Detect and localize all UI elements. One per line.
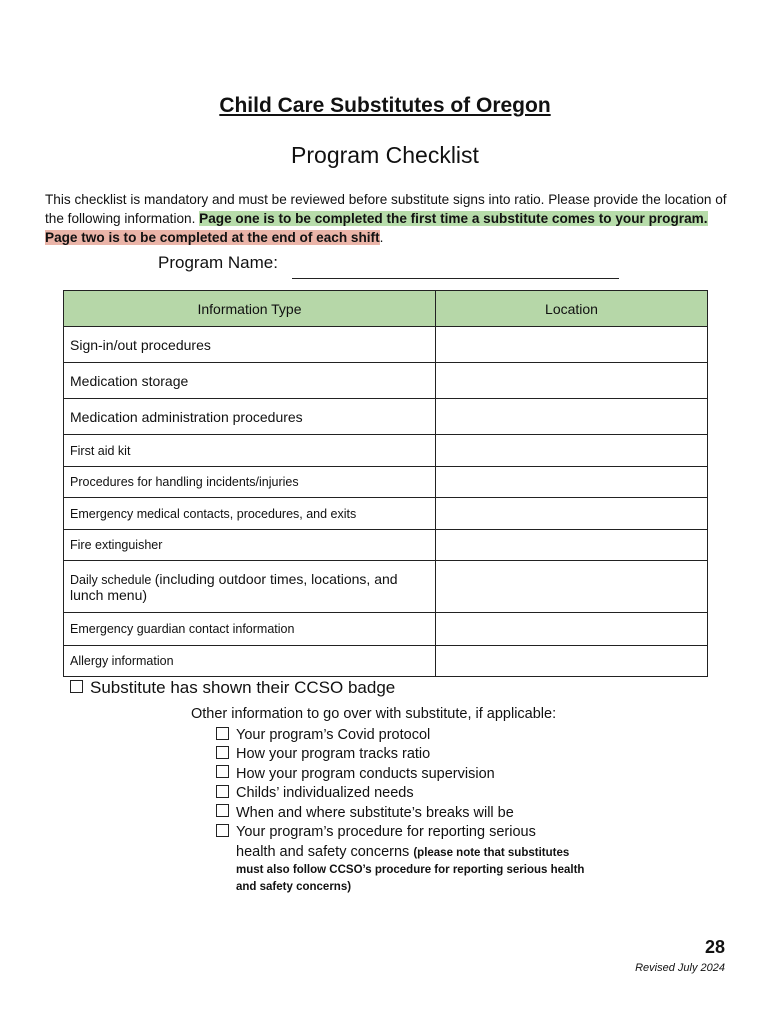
continuation-note: (please note that substitutes must also follow CCSO’s procedure for reporting serious health and safety concerns) <box>236 847 585 893</box>
table-row <box>64 327 708 363</box>
row-location[interactable] <box>436 327 708 363</box>
row-location[interactable] <box>436 646 708 677</box>
row-type: Fire extinguisher <box>64 530 436 561</box>
list-item-label: Your program’s Covid protocol <box>236 727 431 743</box>
table-row <box>64 646 708 677</box>
row-location[interactable] <box>436 435 708 467</box>
row-type: Sign-in/out procedures <box>64 327 436 363</box>
checkbox-icon[interactable] <box>216 804 229 817</box>
row-type: Emergency guardian contact information <box>64 613 436 646</box>
intro-highlight-page-two: Page two is to be completed at the end of each shift <box>45 230 380 245</box>
table-row <box>64 530 708 561</box>
document-subtitle: Program Checklist <box>291 142 479 168</box>
list-item <box>216 765 586 784</box>
badge-item-label: Substitute has shown their CCSO badge <box>90 678 396 697</box>
list-item-continuation <box>236 844 586 895</box>
checkbox-icon[interactable] <box>216 785 229 798</box>
table-row <box>64 435 708 467</box>
intro-text: This checklist is mandatory and must be reviewed before substitute signs into ratio. Please provide the location of the following information. <box>45 192 727 226</box>
list-item <box>216 804 586 823</box>
table-row <box>64 363 708 399</box>
table-header-row <box>64 291 708 327</box>
page-number: 28 <box>704 937 725 957</box>
checkbox-icon[interactable] <box>216 746 229 759</box>
row-type: First aid kit <box>64 435 436 467</box>
table-row <box>64 561 708 613</box>
intro-paragraph <box>45 190 735 247</box>
list-item-label: When and where substitute’s breaks will be <box>236 804 514 821</box>
intro-end: . <box>379 230 384 245</box>
list-item-label: How your program tracks ratio <box>236 746 431 763</box>
row-location[interactable] <box>436 561 708 613</box>
row-type: Medication storage <box>64 363 436 399</box>
list-item <box>216 726 586 745</box>
document-title: Child Care Substitutes of Oregon <box>219 94 551 117</box>
row-location[interactable] <box>436 613 708 646</box>
checkbox-icon[interactable] <box>70 680 83 693</box>
list-item <box>216 823 586 842</box>
row-type: Allergy information <box>64 646 436 677</box>
table-row <box>64 467 708 498</box>
other-info-heading: Other information to go over with substitute, if applicable: <box>191 706 557 722</box>
row-type: Emergency medical contacts, procedures, and exits <box>64 498 436 530</box>
list-item <box>216 784 586 803</box>
checkbox-icon[interactable] <box>216 824 229 837</box>
revised-date: Revised July 2024 <box>635 962 725 974</box>
row-location[interactable] <box>436 498 708 530</box>
table-row <box>64 613 708 646</box>
checkbox-icon[interactable] <box>216 765 229 778</box>
header-location: Location <box>436 291 708 327</box>
checkbox-icon[interactable] <box>216 727 229 740</box>
header-information-type: Information Type <box>64 291 436 327</box>
continuation-text: health and safety concerns <box>236 844 414 860</box>
list-item-label: Your program’s procedure for reporting serious <box>236 824 536 841</box>
program-name-label: Program Name: <box>158 253 278 272</box>
row-location[interactable] <box>436 363 708 399</box>
row-type-daily-schedule <box>64 561 436 613</box>
row-type: Procedures for handling incidents/injuries <box>64 467 436 498</box>
row-location[interactable] <box>436 399 708 435</box>
badge-checklist-item <box>70 678 395 698</box>
list-item-label: Childs’ individualized needs <box>236 785 414 802</box>
row-location[interactable] <box>436 467 708 498</box>
row-type: Medication administration procedures <box>64 399 436 435</box>
row-type-small: Daily schedule <box>70 572 155 587</box>
program-name-field[interactable] <box>292 278 619 279</box>
row-type: (including outdoor times, locations, and lunch menu) <box>70 570 398 603</box>
table-row <box>64 399 708 435</box>
row-location[interactable] <box>436 530 708 561</box>
list-item-label: How your program conducts supervision <box>236 765 495 782</box>
table-row <box>64 498 708 530</box>
information-table <box>63 290 708 677</box>
list-item <box>216 745 586 764</box>
intro-highlight-page-one: Page one is to be completed the first time a substitute comes to your program. <box>199 211 708 226</box>
other-info-list <box>216 726 586 842</box>
